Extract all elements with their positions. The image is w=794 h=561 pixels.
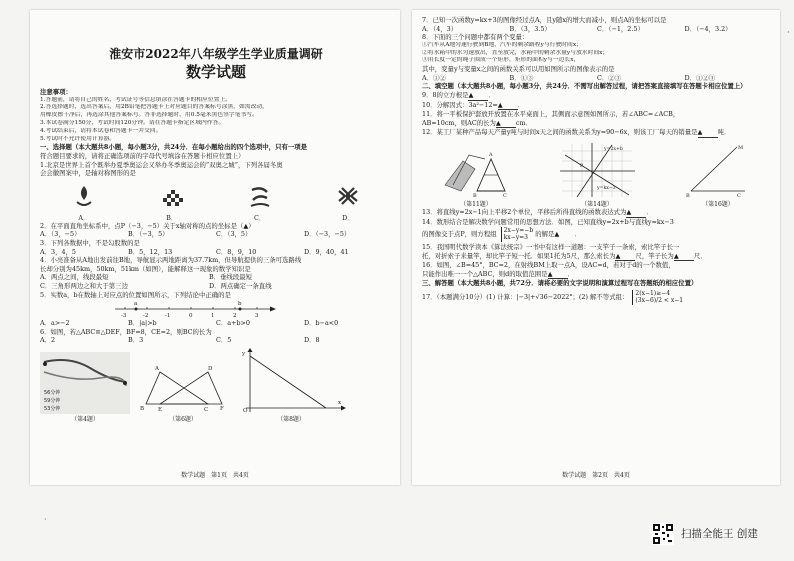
question-8: 8．下面的三个问题中都有两个变量： bbox=[422, 33, 529, 42]
question-14-sub: 的图像交于点P，则方程组 2x−y=−b kx−y=3 的解是▲ ． bbox=[422, 226, 772, 243]
unit-text: cm． bbox=[515, 118, 532, 127]
figure-caption: （第11题） bbox=[460, 200, 492, 208]
emblem-checker-icon bbox=[157, 182, 187, 210]
question-text: 17．（本题满分10分）(1) 计算：|−3|+√36−2022°；(2) 解不等式组： bbox=[422, 293, 629, 302]
notice-line: 4.考试结束后，请将本试卷和答题卡一并交回。 bbox=[40, 127, 162, 134]
question-text: 尺，竿子长为 bbox=[635, 251, 674, 260]
figure-11 bbox=[441, 145, 511, 208]
question-3: 3．下列各数据中，不是勾股数的是 bbox=[40, 238, 140, 247]
question-text: AB=10cm，则AC的长为 bbox=[422, 118, 496, 127]
option: C．三角形两边之和大于第三边 bbox=[40, 281, 128, 290]
svg-text:F: F bbox=[220, 405, 224, 412]
option-label: B． bbox=[166, 213, 178, 222]
question-17 bbox=[422, 288, 772, 306]
line-label: y=kx−3 bbox=[597, 185, 616, 191]
q8-item: ③用长度一定的绳子围成一个矩形，矩形的面积y与一边长x， bbox=[422, 57, 580, 64]
section-1-title: 一、选择题（本大题共8小题，每小题3分，共24分．在每小题给出的四个选项中，只有一项是 bbox=[40, 143, 308, 152]
answer-blank: ▲ bbox=[674, 252, 694, 262]
svg-text:C: C bbox=[204, 406, 209, 413]
tick-label: -1 bbox=[165, 313, 171, 320]
q8-item: ②将水箱中的水匀速放出，直至放完，水箱中的剩余水量y与放水时间x； bbox=[422, 49, 609, 56]
tablet-stand-figure bbox=[441, 145, 511, 199]
point-b-label: b bbox=[238, 301, 242, 308]
notice-line: 1.答题前，请将自己的姓名、考试证号等信息填涂在答题卡的相应位置上。 bbox=[40, 96, 232, 103]
svg-text:D: D bbox=[208, 365, 213, 372]
option: B．3 bbox=[128, 336, 144, 345]
q4-options bbox=[40, 273, 392, 282]
section-3-title: 三、解答题（本大题共8小题，共72分．请将必要的文字说明和演算过程写在答题纸的相应位置） bbox=[422, 279, 698, 288]
option: B．5，12，13 bbox=[128, 247, 173, 256]
option: C．a+b>0 bbox=[216, 319, 250, 328]
emblem-torch-icon bbox=[69, 182, 99, 210]
emblem-skater-icon bbox=[245, 182, 275, 210]
svg-text:E: E bbox=[158, 406, 163, 413]
question-1: 1.北京是世界上首个既举办夏季奥运会又举办冬季奥运会的“双奥之城”，下列各届冬奥 bbox=[40, 160, 283, 169]
option: C．（3，5） bbox=[216, 230, 252, 239]
answer-blank: ▲ bbox=[626, 208, 646, 218]
option: D．两点确定一条直线 bbox=[208, 281, 272, 290]
figure-caption: （第4题） bbox=[71, 415, 99, 423]
option: A．2 bbox=[40, 336, 56, 345]
line-label: y=2x+b bbox=[604, 146, 623, 152]
right-figures bbox=[422, 141, 772, 208]
route-time-label: 53分钟 bbox=[44, 405, 61, 412]
q7-options bbox=[422, 25, 772, 34]
page-footer: 数学试题 第2页 共4页 bbox=[562, 472, 630, 479]
option: D．9，40，41 bbox=[304, 247, 349, 256]
point-a-label: a bbox=[134, 301, 138, 308]
question-12 bbox=[422, 128, 772, 138]
option: B．（3，3.5） bbox=[509, 24, 551, 33]
page-footer: 数学试题 第1页 共4页 bbox=[181, 472, 249, 479]
option: A．3，4，5 bbox=[40, 247, 76, 256]
figure-6 bbox=[138, 358, 228, 423]
svg-text:C: C bbox=[737, 192, 741, 199]
option: D．（−4，3.2） bbox=[684, 24, 732, 33]
question-text: 13．将直线y=2x−1向上平移2个单位，平移后所得直线的函数表达式为 bbox=[422, 207, 627, 216]
scan-dot-mark: · bbox=[44, 515, 47, 524]
question-1-sub: 会会徽图案中，是轴对称图形的是 bbox=[40, 169, 136, 178]
option: B．|a|>b bbox=[128, 319, 157, 328]
svg-text:B: B bbox=[140, 405, 145, 412]
equation: kx−y=3 bbox=[503, 234, 528, 242]
unit-text: 吨． bbox=[717, 128, 731, 137]
tick-label: -3 bbox=[121, 313, 127, 320]
inequality: 2(x−1)≥−4 bbox=[635, 289, 671, 297]
answer-blank: ▲ bbox=[496, 119, 516, 129]
tick-label: 2 bbox=[233, 313, 237, 320]
q3-options bbox=[40, 248, 392, 257]
answer-blank: ▲ bbox=[468, 91, 488, 101]
equation: 2x−y=−b bbox=[503, 226, 534, 234]
option: C．（−1，2.5） bbox=[597, 24, 644, 33]
q2-options bbox=[40, 230, 392, 239]
question-14: 14．数形结合是解决数学问题常用的思想方法．如图，已知直线y=2x+b与直线y=kx−3 bbox=[422, 217, 674, 226]
option: B．（−3，5） bbox=[128, 230, 169, 239]
angle-ray-figure bbox=[683, 141, 753, 199]
tick-label: 1 bbox=[211, 313, 215, 320]
q1-options bbox=[40, 213, 392, 222]
figure-14 bbox=[557, 141, 637, 208]
q8-options bbox=[422, 74, 772, 83]
exam-page-2 bbox=[412, 10, 780, 485]
option: A．（3，−5） bbox=[40, 230, 81, 239]
tick-label: 0 bbox=[189, 313, 193, 320]
option-label: D． bbox=[342, 213, 354, 222]
question-text: 只能作出唯一一个△ABC，则d的取值范围是 bbox=[422, 269, 548, 278]
svg-text:A: A bbox=[155, 365, 159, 372]
q6-options bbox=[40, 336, 392, 345]
emblem-snowflake-icon bbox=[333, 182, 363, 210]
q1-emblem-options bbox=[40, 181, 392, 211]
answer-blank: ▲ bbox=[554, 226, 574, 243]
svg-text:y: y bbox=[242, 350, 246, 357]
section-2-title: 二、填空题（本大题共8小题，每小题3分，共24分．不需写出解答过程，请把答案直接填写在答题卡相应位置上） bbox=[422, 82, 747, 91]
q5-options bbox=[40, 319, 392, 328]
congruent-triangles-figure bbox=[138, 358, 228, 414]
question-11: 11．将一平板保护套放开放置在水平桌面上，其侧面示意图如图所示，若∠ABC=∠ACB， bbox=[422, 110, 680, 119]
inequality: (3x−6)/2 < x−1 bbox=[635, 297, 684, 305]
qr-code-icon bbox=[652, 523, 674, 545]
route-time-label: 56分钟 bbox=[44, 389, 61, 396]
question-13: 13．将直线y=2x−1向上平移2个单位，平移后所得直线的函数表达式为▲ ． bbox=[422, 207, 653, 216]
answer-blank: ▲ bbox=[548, 270, 568, 280]
svg-text:B: B bbox=[686, 192, 690, 199]
option: C．8，9，10 bbox=[216, 247, 257, 256]
question-text: 9．8的立方根是 bbox=[422, 90, 469, 99]
question-11-sub bbox=[422, 119, 772, 129]
notice-line: 用橡皮擦干净后，再选涂其他答案标号。答非选择题时，用0.5毫米黑色签字笔书写。 bbox=[40, 112, 258, 119]
linear-graph-figure bbox=[236, 348, 346, 414]
svg-text:x: x bbox=[338, 399, 342, 406]
notice-line: 2.答选择题时，选出答案后，用2B铅笔把答题卡上对应题目的答案标号涂黑，如需改动， bbox=[40, 104, 268, 111]
number-line-figure bbox=[110, 299, 280, 319]
figure-caption: （第6题） bbox=[169, 415, 197, 423]
question-9: 9．8的立方根是▲ ． bbox=[422, 90, 495, 99]
question-16: 16．如图，∠B=45°，BC=2，在射线BM上取一点A，设AC=d，若对于d的一个数值， bbox=[422, 261, 675, 270]
notice-line: 5.考试时不允许使用计算器。 bbox=[40, 135, 116, 142]
exam-title: 淮安市2022年八年级学生学业质量调研 bbox=[109, 47, 323, 61]
option: A．（4，3） bbox=[422, 24, 458, 33]
two-lines-graph-figure bbox=[557, 141, 637, 199]
question-4-sub: 长却分别为45km，50km，51km（如图），能解释这一现象的数学知识是 bbox=[40, 264, 251, 273]
figure-caption: （第16题） bbox=[702, 200, 734, 208]
svg-text:C: C bbox=[503, 192, 507, 199]
tick-label: 3 bbox=[255, 313, 259, 320]
q8-item: ①汽车从A地匀速行驶到B地，汽车的剩余路程y与行驶时间x； bbox=[422, 41, 582, 48]
figure-caption: （第14题） bbox=[581, 200, 613, 208]
option: A．两点之间，线段最短 bbox=[40, 273, 109, 282]
equation-system bbox=[501, 227, 534, 242]
option: A．a>−2 bbox=[40, 319, 70, 328]
inequality-system bbox=[632, 290, 683, 305]
question-10: 10．分解因式：3a²−12=▲ ． bbox=[422, 100, 525, 109]
option: D．①②③ bbox=[684, 73, 716, 82]
notice-line: 3.本试卷满分150分，考试时间120分钟。请在答题卡指定区域内作答。 bbox=[40, 119, 225, 126]
answer-blank: ▲ bbox=[498, 101, 518, 111]
question-text: 的解是 bbox=[535, 230, 555, 239]
tick-label: -2 bbox=[143, 313, 149, 320]
svg-text:B: B bbox=[473, 192, 477, 199]
question-5: 5．实数a，b在数轴上对应点的位置如图所示，下列结论中正确的是 bbox=[40, 290, 231, 299]
question-2: 2．在平面直角坐标系中，点P（−3，−5）关于x轴对称的点的坐标是（▲） bbox=[40, 221, 255, 230]
exam-page-1 bbox=[30, 10, 400, 485]
question-16-sub: 只能作出唯一一个△ABC，则d的取值范围是▲ ． bbox=[422, 269, 574, 278]
question-text: 尺． bbox=[693, 251, 707, 260]
figure-4 bbox=[40, 352, 130, 423]
answer-blank: ▲ bbox=[615, 252, 635, 262]
question-text: 托，对折索子来量竿，却比竿子短一托．如果1托为5尺，那么索长为 bbox=[422, 251, 616, 260]
svg-text:A: A bbox=[489, 151, 493, 158]
option: C．②③ bbox=[597, 73, 622, 82]
exam-subject-title: 数学试题 bbox=[185, 63, 246, 81]
question-4: 4．小亮准备从A地出发前往B地，导航显示两地距离为37.7km，但导航提供的三条可选路线 bbox=[40, 256, 302, 265]
section-1-subtitle: 符合题目要求的，请将正确选项前的字母代号填涂在答题卡相应位置上） bbox=[40, 151, 245, 160]
question-text: 10．分解因式：3a²−12= bbox=[422, 100, 498, 109]
svg-text:O: O bbox=[243, 407, 248, 414]
option: A．①② bbox=[422, 73, 446, 82]
option: B．①③ bbox=[509, 73, 534, 82]
q4-options bbox=[40, 282, 392, 291]
question-8-sub: 其中，变量y与变量x之间的函数关系可以用如图所示的图像表示的是 bbox=[422, 65, 615, 74]
option: B．垂线段最短 bbox=[208, 273, 252, 282]
svg-text:P: P bbox=[580, 163, 584, 169]
figure-16 bbox=[683, 141, 753, 208]
svg-text:M: M bbox=[738, 144, 744, 151]
route-time-label: 59分钟 bbox=[44, 397, 61, 404]
answer-blank: ▲ bbox=[698, 128, 718, 138]
figure-caption: （第8题） bbox=[277, 415, 305, 423]
question-15: 15．我国明代数学读本《算法统宗》一书中有这样一道题：一支竿子一条索，索比竿子长一 bbox=[422, 243, 680, 252]
scan-dot-mark: · bbox=[787, 28, 790, 37]
question-15-line2 bbox=[422, 252, 772, 262]
notice-title: 注意事项： bbox=[40, 88, 72, 96]
option: D．b−a<0 bbox=[304, 319, 339, 328]
question-text: 12．某工厂某种产品每天产量y吨与时间x天之间的函数关系为y=90−6x，则该工厂每天的销量是 bbox=[422, 128, 698, 137]
figure-8 bbox=[236, 348, 346, 423]
option: D．8 bbox=[304, 336, 320, 345]
question-7: 7．已知一次函数y=kx+3的图像经过点A，且y随x的增大而减小，则点A的坐标可以是 bbox=[422, 16, 667, 24]
left-figures bbox=[40, 348, 392, 423]
scanner-watermark: 扫描全能王 创建 bbox=[681, 528, 758, 540]
option-label: C． bbox=[254, 213, 266, 222]
question-6: 6．如图，若△ABC≌△DEF，BF=8，CE=2，则BC的长为 bbox=[40, 327, 212, 336]
route-map-figure bbox=[40, 352, 130, 414]
option-label: A． bbox=[78, 213, 90, 222]
option: D．（−3，−5） bbox=[304, 230, 351, 239]
question-text: 的图像交于点P，则方程组 bbox=[422, 230, 497, 239]
option: C．5 bbox=[216, 336, 232, 345]
